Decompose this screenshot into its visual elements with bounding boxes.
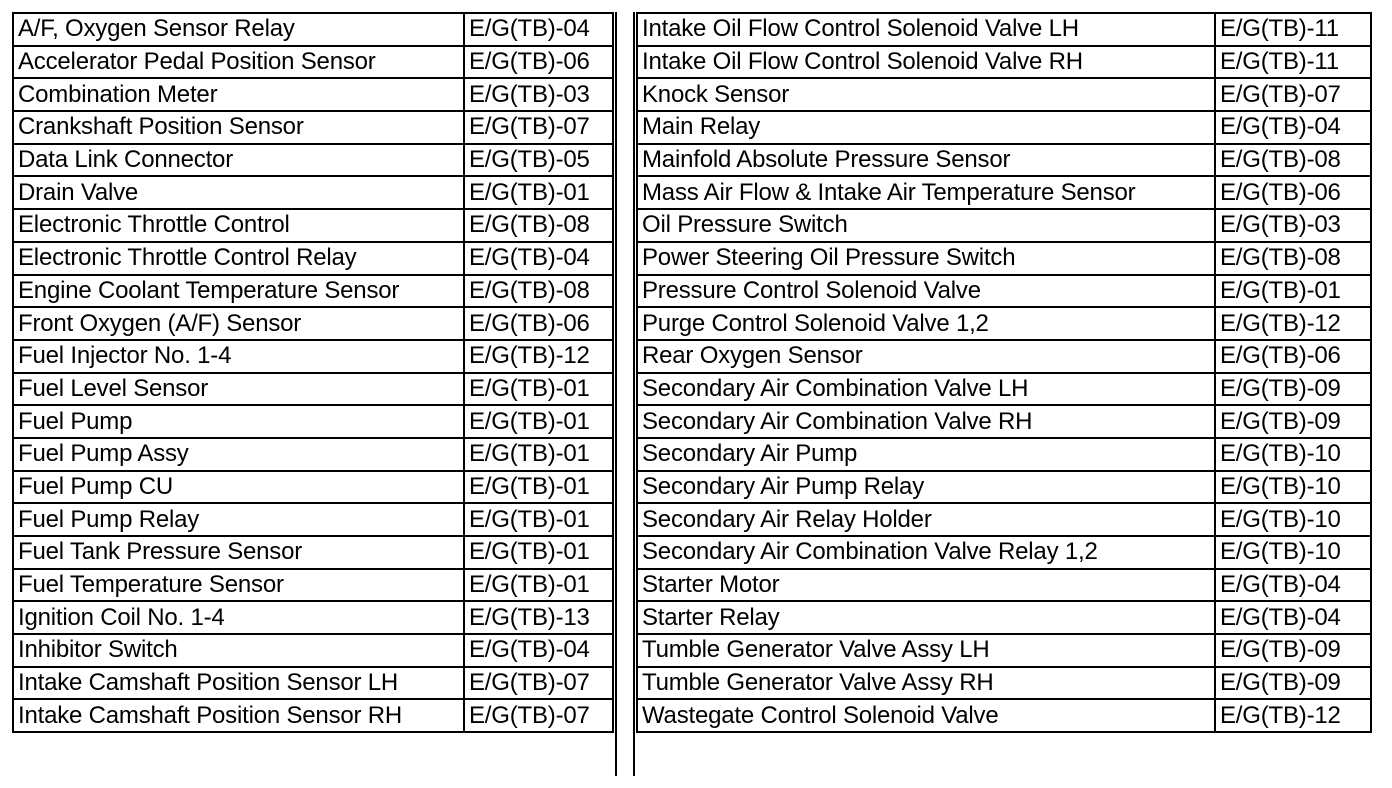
table-row: [637, 307, 1371, 340]
component-code: E/G(TB)-06: [464, 46, 613, 79]
table-row: [13, 307, 613, 340]
component-code: E/G(TB)-01: [464, 503, 613, 536]
component-code: E/G(TB)-01: [464, 471, 613, 504]
component-code: E/G(TB)-11: [1215, 13, 1371, 46]
component-name: Electronic Throttle Control: [13, 209, 464, 242]
table-row: [637, 569, 1371, 602]
component-code: E/G(TB)-08: [464, 275, 613, 308]
table-row: [13, 78, 613, 111]
component-name: Wastegate Control Solenoid Valve: [637, 699, 1215, 732]
component-code: E/G(TB)-01: [464, 536, 613, 569]
component-name: Fuel Tank Pressure Sensor: [13, 536, 464, 569]
table-row: [13, 601, 613, 634]
component-name: Starter Relay: [637, 601, 1215, 634]
component-table-right: [636, 12, 1372, 733]
component-name: Mass Air Flow & Intake Air Temperature Sensor: [637, 176, 1215, 209]
table-row: [13, 503, 613, 536]
table-row: [13, 471, 613, 504]
component-code: E/G(TB)-13: [464, 601, 613, 634]
table-row: [637, 601, 1371, 634]
table-row: [13, 438, 613, 471]
component-name: Front Oxygen (A/F) Sensor: [13, 307, 464, 340]
component-code: E/G(TB)-06: [1215, 340, 1371, 373]
component-name: Mainfold Absolute Pressure Sensor: [637, 144, 1215, 177]
component-code: E/G(TB)-01: [464, 569, 613, 602]
component-code: E/G(TB)-05: [464, 144, 613, 177]
component-name: Pressure Control Solenoid Valve: [637, 275, 1215, 308]
table-row: [637, 634, 1371, 667]
component-name: A/F, Oxygen Sensor Relay: [13, 13, 464, 46]
component-name: Fuel Pump CU: [13, 471, 464, 504]
table-row: [13, 242, 613, 275]
table-row: [13, 373, 613, 406]
component-code: E/G(TB)-12: [464, 340, 613, 373]
component-code: E/G(TB)-07: [464, 699, 613, 732]
component-name: Intake Camshaft Position Sensor RH: [13, 699, 464, 732]
component-code: E/G(TB)-04: [464, 13, 613, 46]
component-name: Fuel Level Sensor: [13, 373, 464, 406]
component-name: Intake Oil Flow Control Solenoid Valve LH: [637, 13, 1215, 46]
table-row: [637, 13, 1371, 46]
component-name: Secondary Air Combination Valve RH: [637, 405, 1215, 438]
table-row: [13, 176, 613, 209]
table-row: [637, 78, 1371, 111]
component-code: E/G(TB)-04: [1215, 601, 1371, 634]
table-row: [637, 209, 1371, 242]
component-name: Starter Motor: [637, 569, 1215, 602]
table-row: [637, 242, 1371, 275]
component-name: Oil Pressure Switch: [637, 209, 1215, 242]
component-code: E/G(TB)-03: [1215, 209, 1371, 242]
component-name: Drain Valve: [13, 176, 464, 209]
component-code: E/G(TB)-08: [464, 209, 613, 242]
table-row: [13, 46, 613, 79]
component-code: E/G(TB)-07: [464, 667, 613, 700]
component-code: E/G(TB)-01: [464, 405, 613, 438]
table-row: [13, 144, 613, 177]
component-code: E/G(TB)-01: [464, 373, 613, 406]
component-index-sheet: [12, 12, 1370, 776]
component-code: E/G(TB)-03: [464, 78, 613, 111]
component-name: Fuel Pump: [13, 405, 464, 438]
component-name: Intake Oil Flow Control Solenoid Valve RH: [637, 46, 1215, 79]
component-code: E/G(TB)-06: [464, 307, 613, 340]
component-name: Crankshaft Position Sensor: [13, 111, 464, 144]
component-name: Ignition Coil No. 1-4: [13, 601, 464, 634]
table-row: [13, 340, 613, 373]
component-code: E/G(TB)-10: [1215, 438, 1371, 471]
component-name: Accelerator Pedal Position Sensor: [13, 46, 464, 79]
table-row: [13, 209, 613, 242]
component-code: E/G(TB)-09: [1215, 405, 1371, 438]
component-name: Engine Coolant Temperature Sensor: [13, 275, 464, 308]
component-code: E/G(TB)-10: [1215, 536, 1371, 569]
component-code: E/G(TB)-01: [464, 438, 613, 471]
component-name: Fuel Temperature Sensor: [13, 569, 464, 602]
component-name: Inhibitor Switch: [13, 634, 464, 667]
component-table-left: [12, 12, 614, 733]
component-code: E/G(TB)-01: [1215, 275, 1371, 308]
table-row: [637, 503, 1371, 536]
component-code: E/G(TB)-07: [464, 111, 613, 144]
table-row: [13, 569, 613, 602]
component-code: E/G(TB)-04: [1215, 569, 1371, 602]
component-name: Power Steering Oil Pressure Switch: [637, 242, 1215, 275]
table-row: [637, 111, 1371, 144]
table-row: [13, 536, 613, 569]
table-row: [13, 405, 613, 438]
component-name: Secondary Air Pump Relay: [637, 471, 1215, 504]
component-name: Knock Sensor: [637, 78, 1215, 111]
table-row: [13, 111, 613, 144]
component-name: Tumble Generator Valve Assy LH: [637, 634, 1215, 667]
component-name: Fuel Pump Assy: [13, 438, 464, 471]
table-row: [13, 667, 613, 700]
table-row: [637, 144, 1371, 177]
component-name: Fuel Injector No. 1-4: [13, 340, 464, 373]
component-code: E/G(TB)-04: [1215, 111, 1371, 144]
table-row: [637, 438, 1371, 471]
component-name: Main Relay: [637, 111, 1215, 144]
component-name: Electronic Throttle Control Relay: [13, 242, 464, 275]
component-code: E/G(TB)-09: [1215, 373, 1371, 406]
component-code: E/G(TB)-07: [1215, 78, 1371, 111]
table-row: [637, 275, 1371, 308]
column-separator: [615, 12, 635, 776]
component-code: E/G(TB)-09: [1215, 634, 1371, 667]
table-row: [637, 405, 1371, 438]
table-row: [637, 340, 1371, 373]
component-name: Secondary Air Pump: [637, 438, 1215, 471]
component-table-left-body: [13, 13, 613, 732]
table-row: [637, 176, 1371, 209]
table-row: [637, 471, 1371, 504]
component-name: Rear Oxygen Sensor: [637, 340, 1215, 373]
component-name: Data Link Connector: [13, 144, 464, 177]
table-row: [13, 699, 613, 732]
component-table-right-body: [637, 13, 1371, 732]
component-name: Tumble Generator Valve Assy RH: [637, 667, 1215, 700]
component-code: E/G(TB)-01: [464, 176, 613, 209]
table-row: [13, 275, 613, 308]
component-name: Secondary Air Combination Valve LH: [637, 373, 1215, 406]
component-code: E/G(TB)-10: [1215, 471, 1371, 504]
component-code: E/G(TB)-09: [1215, 667, 1371, 700]
table-row: [637, 46, 1371, 79]
table-row: [637, 667, 1371, 700]
table-row: [13, 13, 613, 46]
component-name: Fuel Pump Relay: [13, 503, 464, 536]
component-code: E/G(TB)-12: [1215, 699, 1371, 732]
component-code: E/G(TB)-12: [1215, 307, 1371, 340]
component-code: E/G(TB)-08: [1215, 144, 1371, 177]
table-row: [637, 373, 1371, 406]
component-name: Combination Meter: [13, 78, 464, 111]
table-row: [13, 634, 613, 667]
component-code: E/G(TB)-04: [464, 634, 613, 667]
component-code: E/G(TB)-04: [464, 242, 613, 275]
component-name: Purge Control Solenoid Valve 1,2: [637, 307, 1215, 340]
component-name: Intake Camshaft Position Sensor LH: [13, 667, 464, 700]
component-name: Secondary Air Relay Holder: [637, 503, 1215, 536]
component-code: E/G(TB)-11: [1215, 46, 1371, 79]
component-code: E/G(TB)-10: [1215, 503, 1371, 536]
component-code: E/G(TB)-06: [1215, 176, 1371, 209]
table-row: [637, 699, 1371, 732]
component-name: Secondary Air Combination Valve Relay 1,2: [637, 536, 1215, 569]
table-row: [637, 536, 1371, 569]
component-code: E/G(TB)-08: [1215, 242, 1371, 275]
